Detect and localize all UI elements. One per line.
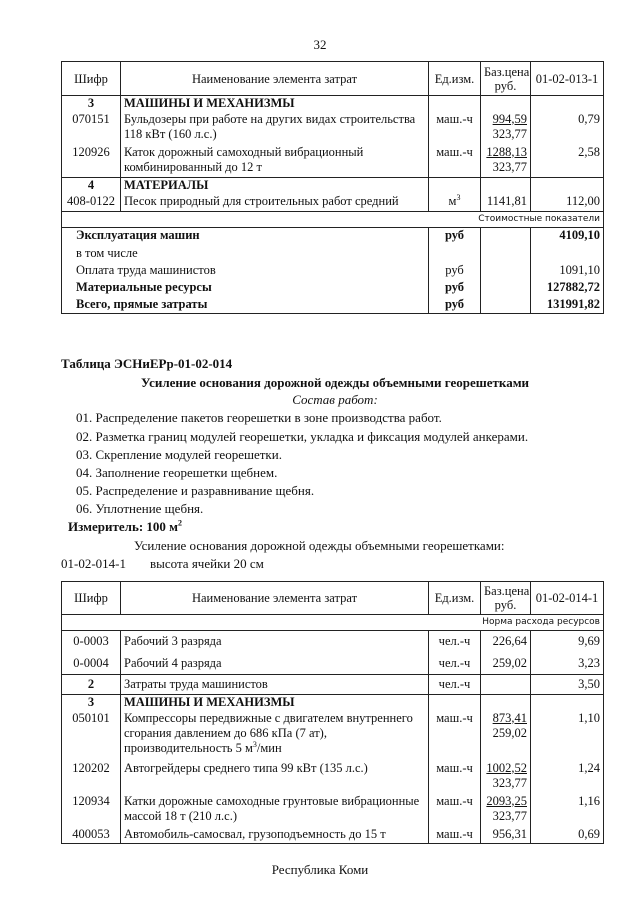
table-row: 400053 Автомобиль-самосвал, грузоподъемность до 15 т маш.-ч 956,31 0,69 bbox=[62, 827, 604, 844]
work-composition-header: Состав работ: bbox=[292, 392, 378, 407]
page-number: 32 bbox=[313, 37, 327, 52]
summary-row: Всего, прямые затраты руб 131991,82 bbox=[62, 297, 604, 314]
section-row: 4 МАТЕРИАЛЫ bbox=[62, 178, 604, 194]
section-row: 3 МАШИНЫ И МЕХАНИЗМЫ bbox=[62, 96, 604, 112]
table-label: Таблица ЭСНиЕРр-01-02-014 bbox=[61, 356, 233, 371]
table-row: 0-0003 Рабочий 3 разряда чел.-ч 226,64 9,69 bbox=[62, 631, 604, 653]
work-item: 05. Распределение и разравнивание щебня. bbox=[76, 483, 315, 498]
table-row: 070151 Бульдозеры при работе на других видах строительства 118 кВт (160 л.с.) маш.-ч 994,59 323,77 0,79 bbox=[62, 112, 604, 145]
col-price-header: Баз.цена руб. bbox=[481, 62, 531, 96]
section-row: 3 МАШИНЫ И МЕХАНИЗМЫ bbox=[62, 695, 604, 711]
table-row: 120926 Каток дорожный самоходный вибрационный комбинированный до 12 т маш.-ч 1288,13 323,77 2,58 bbox=[62, 145, 604, 178]
summary-row: Материальные ресурсы руб 127882,72 bbox=[62, 280, 604, 297]
norm-header-row: Норма расхода ресурсов bbox=[62, 615, 604, 631]
table-header-row bbox=[62, 62, 604, 96]
table-row: 2 Затраты труда машинистов чел.-ч 3,50 bbox=[62, 675, 604, 695]
cost-header-row: Стоимостные показатели bbox=[62, 212, 604, 228]
col-norm-code-header: 01-02-014-1 bbox=[531, 582, 604, 615]
summary-row: Эксплуатация машин руб 4109,10 bbox=[62, 228, 604, 246]
summary-row: в том числе bbox=[62, 246, 604, 263]
col-name-header: Наименование элемента затрат bbox=[121, 62, 429, 96]
col-unit-header: Ед.изм. bbox=[429, 582, 481, 615]
item-description: высота ячейки 20 см bbox=[150, 556, 264, 571]
work-item: 06. Уплотнение щебня. bbox=[76, 501, 204, 516]
col-price-header: Баз.цена руб. bbox=[481, 582, 531, 615]
table-row: 120934 Катки дорожные самоходные грунтовые вибрационные массой 18 т (210 л.с.) маш.-ч 2093,25 323,77 1,16 bbox=[62, 794, 604, 827]
work-item: 03. Скрепление модулей георешетки. bbox=[76, 447, 282, 462]
resource-table-1 bbox=[61, 61, 604, 314]
col-norm-code-header: 01-02-013-1 bbox=[531, 62, 604, 96]
work-item: 04. Заполнение георешетки щебнем. bbox=[76, 465, 278, 480]
col-code-header: Шифр bbox=[62, 62, 121, 96]
summary-row: Оплата труда машинистов руб 1091,10 bbox=[62, 263, 604, 280]
page-footer: Республика Коми bbox=[271, 862, 369, 877]
item-subtitle: Усиление основания дорожной одежды объемными георешетками: bbox=[134, 538, 505, 553]
col-unit-header: Ед.изм. bbox=[429, 62, 481, 96]
table-row: 0-0004 Рабочий 4 разряда чел.-ч 259,02 3,23 bbox=[62, 653, 604, 675]
work-item: 02. Разметка границ модулей георешетки, укладка и фиксация модулей анкерами. bbox=[76, 429, 529, 444]
col-name-header: Наименование элемента затрат bbox=[121, 582, 429, 615]
table-row: 408-0122 Песок природный для строительных работ средний $м^3$ 1141,81 112,00 bbox=[62, 194, 604, 212]
table-row: 120202 Автогрейдеры среднего типа 99 кВт (135 л.с.) маш.-ч 1002,52 323,77 1,24 bbox=[62, 761, 604, 794]
table-header-row bbox=[62, 582, 604, 615]
measure-unit: Измеритель: 100 $м^2$ bbox=[68, 518, 183, 534]
item-code: 01-02-014-1 bbox=[61, 556, 126, 571]
resource-table-2 bbox=[61, 581, 604, 844]
section-title: Усиление основания дорожной одежды объемными георешетками bbox=[140, 375, 530, 390]
table-row: 050101 Компрессоры передвижные с двигателем внутреннего сгорания давлением до 686 кПа (7 ат), производительность 5 $м^3$/мин маш.-ч 873,41 259,02 1,10 bbox=[62, 711, 604, 761]
col-code-header: Шифр bbox=[62, 582, 121, 615]
work-item: 01. Распределение пакетов георешетки в зоне производства работ. bbox=[76, 410, 442, 425]
